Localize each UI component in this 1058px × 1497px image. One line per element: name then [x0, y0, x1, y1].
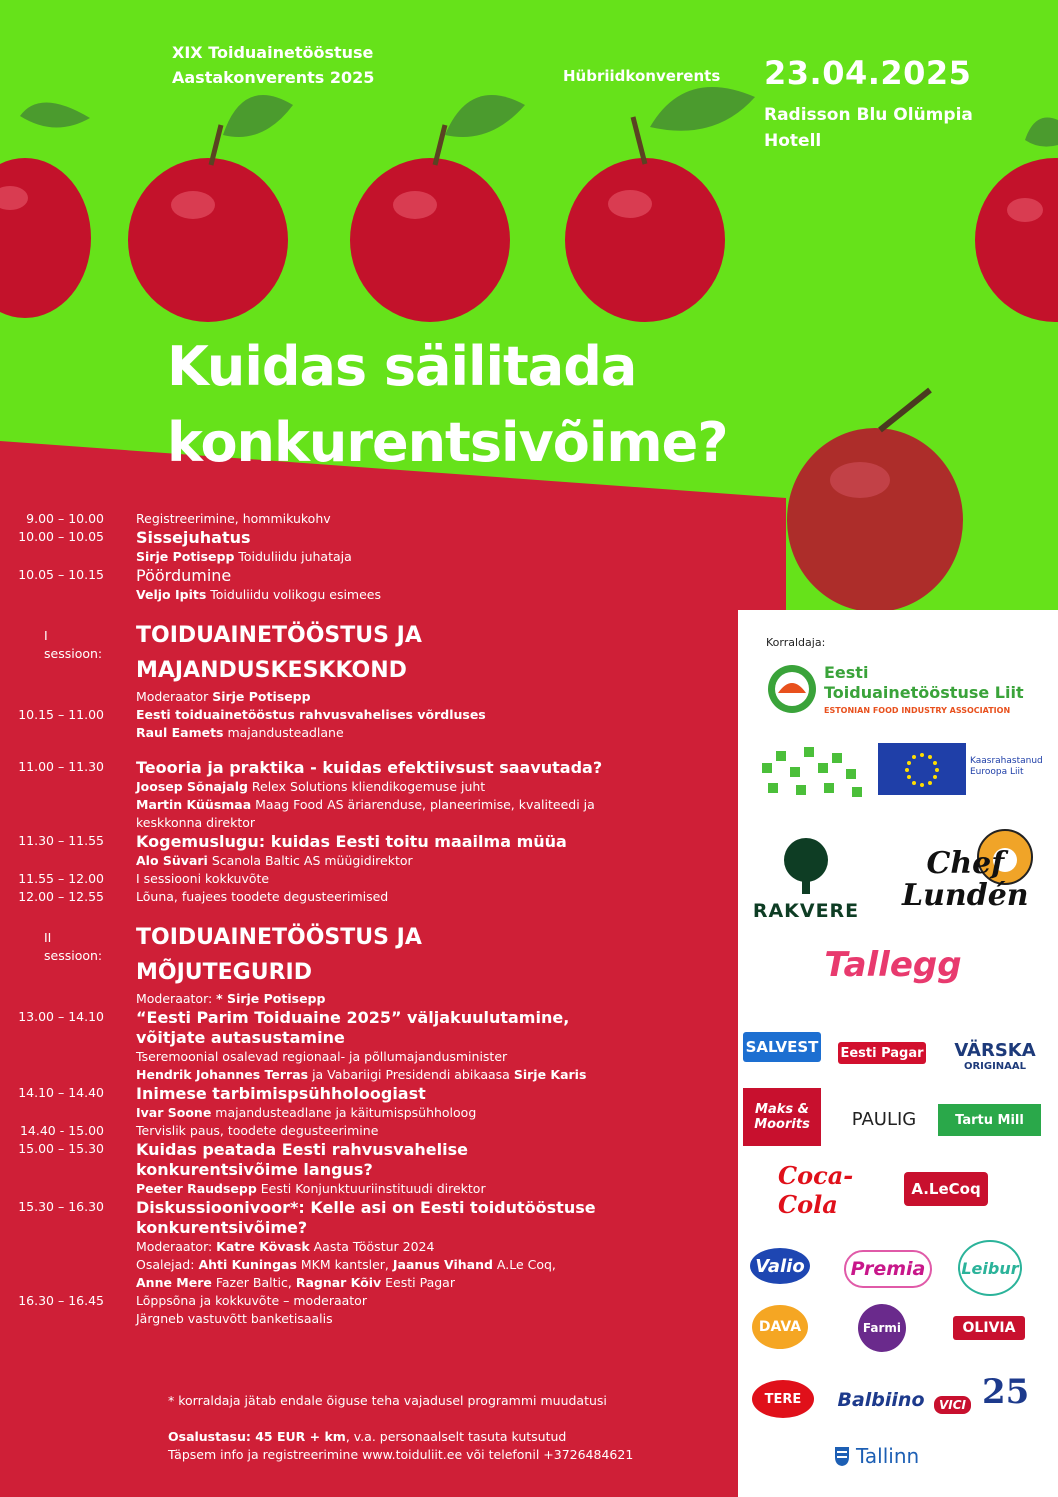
program-row: 10.00 – 10.05 Sissejuhatus Sirje Potisepp Toiduliidu juhataja [18, 528, 352, 564]
premia-logo: Premia [844, 1250, 932, 1288]
organizer-label: Korraldaja: [766, 636, 826, 649]
eesti-pagar-logo: Eesti Pagar [838, 1042, 926, 1064]
tartu-mill-logo: Tartu Mill [938, 1104, 1041, 1136]
apple-image [123, 75, 293, 325]
conference-format: Hübriidkonverents [563, 67, 721, 85]
organizer-logo-icon [766, 663, 818, 715]
tallegg-logo: Tallegg [824, 945, 962, 985]
alecoq-logo: A.LeCoq [904, 1172, 988, 1206]
tallinn-logo: Tallinn [834, 1444, 919, 1468]
program-row: 10.15 – 11.00 Eesti toiduainetööstus rahvusvahelises võrdluses Raul Eamets majandusteadlane [18, 707, 486, 740]
session-header: I sessioon: TOIDUAINETÖÖSTUS JA MAJANDUSKESKKOND Moderaator Sirje Potisepp [44, 623, 422, 704]
tallinn-crest-icon [834, 1445, 850, 1467]
varska-logo: VÄRSKA ORIGINAAL [954, 1040, 1036, 1072]
conference-venue: Radisson Blu Olümpia Hotell [764, 105, 973, 151]
leader-pattern-logo [758, 743, 868, 801]
maks-moorits-logo: Maks & Moorits [743, 1088, 821, 1146]
program-row: 14.10 – 14.40 Inimese tarbimispsühholoogiast Ivar Soone majandusteadlane ja käitumispsühholoog [18, 1084, 477, 1120]
eu-flag-icon [878, 743, 966, 795]
program-schedule [0, 510, 738, 1328]
organizer-name: Eesti Toiduainetööstuse Liit [824, 663, 1024, 702]
program-row: 11.30 – 11.55 Kogemuslugu: kuidas Eesti toitu maailma müüa Alo Süvari Scanola Baltic AS müügidirektor [18, 832, 567, 868]
program-row: 11.00 – 11.30 Teooria ja praktika - kuidas efektiivsust saavutada? Joosep Sõnajalg Relex Solutions kliendikogemuse juht Martin Küüsmaa Maag Food AS äriarenduse, planeerimise, kvaliteedi ja keskkonna direktor [18, 758, 603, 830]
salvest-logo: SALVEST [743, 1032, 821, 1062]
program-row: 15.30 – 16.30 Diskussioonivoor*: Kelle asi on Eesti toidutööstuse konkurentsivõime? Moderaator: Katre Kövask Aasta Tööstur 2024 Osalejad: Ahti Kuningas MKM kantsler, Jaanus Vihand A.Le Coq, Anne Mere Fazer Baltic, Ragnar Kõiv Eesti Pagar [18, 1198, 596, 1290]
footnote: * korraldaja jätab endale õiguse teha vajadusel programmi muudatusi [168, 1393, 607, 1408]
valio-logo: Valio [750, 1248, 810, 1284]
program-row: 12.00 – 12.55 Lõuna, fuajees toodete degusteerimised [18, 889, 389, 904]
falling-apple-image [780, 380, 1000, 630]
program-row: 15.00 – 15.30 Kuidas peatada Eesti rahvusvahelise konkurentsivõime langus? Peeter Raudsepp Eesti Konjunktuuriinstituudi direktor [18, 1140, 486, 1196]
tere-logo: TERE [752, 1380, 814, 1418]
rakvere-logo: RAKVERE [752, 900, 860, 922]
apple-image [0, 88, 110, 318]
apple-image [335, 75, 525, 325]
organizer-subtitle: ESTONIAN FOOD INDUSTRY ASSOCIATION [824, 706, 1011, 715]
conference-name: XIX Toiduainetööstuse Aastakonverents 2025 [172, 43, 375, 87]
vici-logo: VICI 25 [934, 1372, 1038, 1422]
conference-date: 23.04.2025 [764, 54, 972, 92]
coca-cola-logo: Coca-Cola [778, 1161, 854, 1219]
olivia-logo: OLIVIA [953, 1316, 1025, 1340]
fee-info: Osalustasu: 45 EUR + km, v.a. personaalselt tasuta kutsutud Täpsem info ja registreerimine www.toiduliit.ee või telefonil +3726484621 [168, 1429, 634, 1462]
leibur-logo: Leibur [958, 1240, 1022, 1296]
dava-logo: DAVA [752, 1305, 808, 1349]
eu-funding-text: Kaasrahastanud Euroopa Liit [970, 756, 1043, 777]
program-row: 11.55 – 12.00 I sessiooni kokkuvõte [18, 871, 270, 886]
sponsors-panel [738, 610, 1058, 1497]
program-row: 9.00 – 10.00 Registreerimine, hommikukohv [26, 511, 331, 526]
program-row: 13.00 – 14.10 “Eesti Parim Toiduaine 2025” väljakuulutamine, võitjate autasustamine Tseremoonial osalevad regionaal- ja põllumajandusminister Hendrik Johannes Terras ja Vabariigi Presidendi abikaasa Sirje Karis [18, 1008, 587, 1082]
apple-image [545, 72, 765, 327]
program-row: 10.05 – 10.15 Pöördumine Veljo Ipits Toiduliidu volikogu esimees [18, 566, 382, 602]
program-row: 14.40 - 15.00 Tervislik paus, toodete degusteerimine [19, 1123, 379, 1138]
main-title: Kuidas säilitada konkurentsivõime? [167, 335, 728, 474]
session-header: II sessioon: TOIDUAINETÖÖSTUS JA MÕJUTEGURID Moderaator: * Sirje Potisepp [44, 925, 422, 1006]
balbiino-logo: Balbiino [837, 1389, 925, 1411]
farmi-logo: Farmi [858, 1304, 906, 1352]
rakvere-tree-icon [776, 838, 836, 894]
chef-lunden-logo: Chef Lundén [902, 846, 1029, 913]
paulig-logo: PAULIG [851, 1108, 917, 1130]
program-row: 16.30 – 16.45 Lõppsõna ja kokkuvõte – moderaator Järgneb vastuvõtt banketisaalis [18, 1293, 367, 1326]
